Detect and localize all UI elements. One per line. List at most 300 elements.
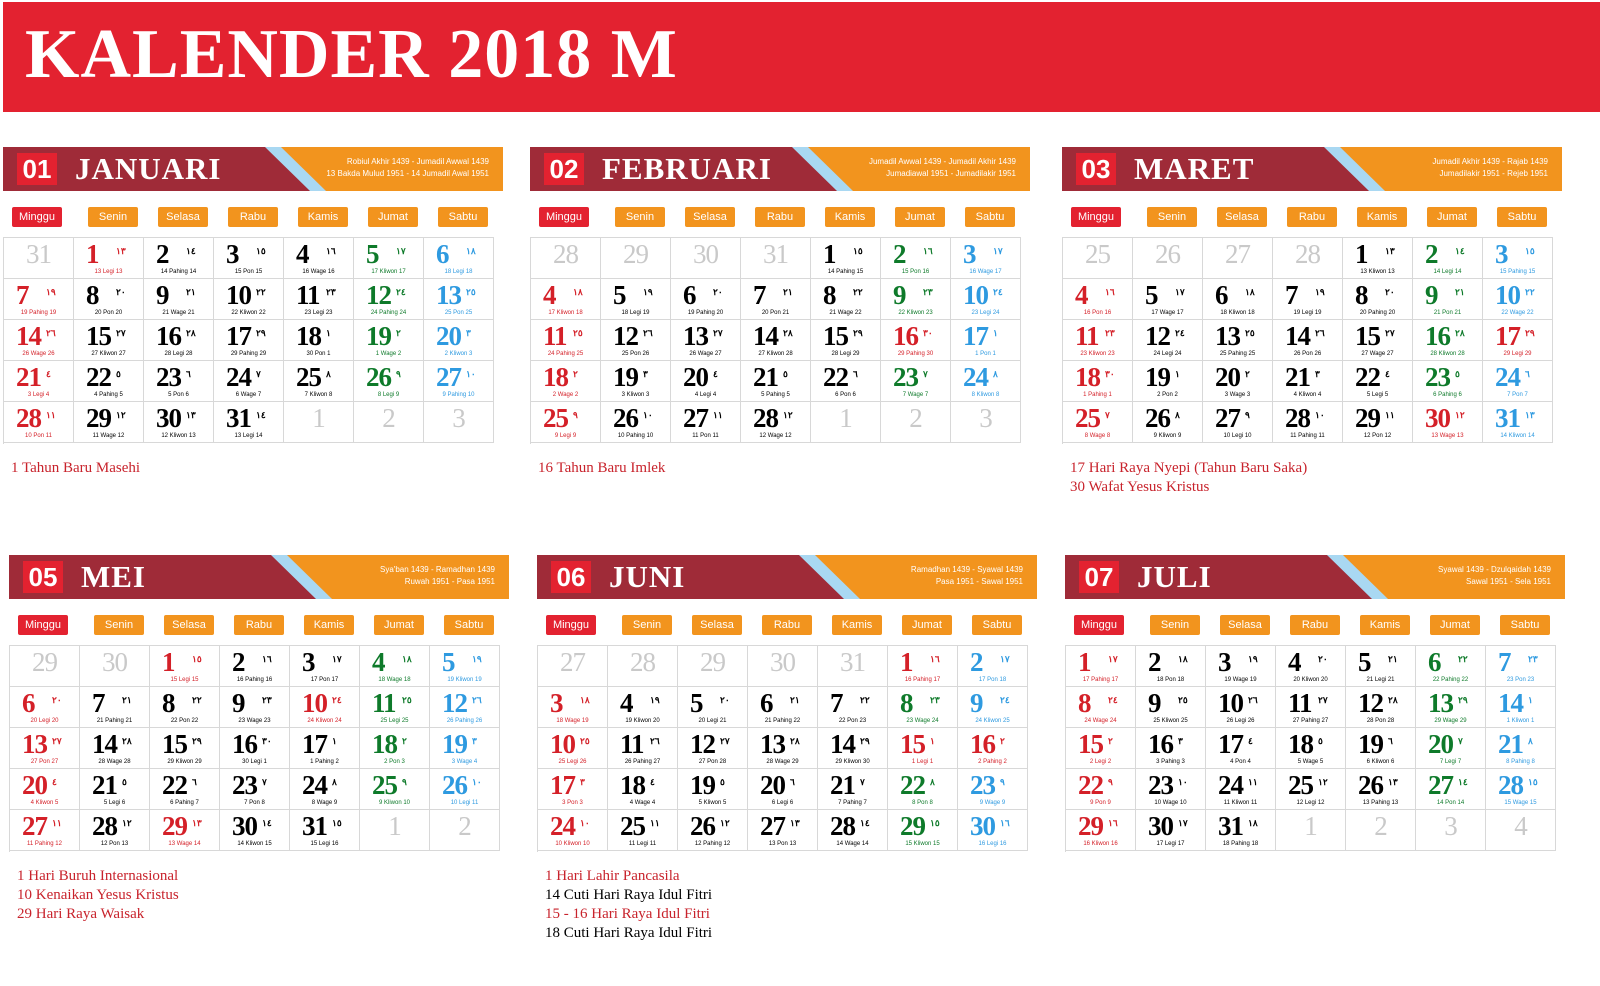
javanese-pasaran: 8 Wage 9 (311, 800, 338, 806)
date-cell-outside[interactable] (538, 646, 608, 687)
date-cell[interactable] (1203, 279, 1273, 320)
weekday-senin: Senin (1147, 207, 1197, 227)
javanese-pasaran: 22 Kliwon 22 (231, 310, 266, 316)
date-cell-outside[interactable] (1273, 238, 1343, 279)
date-cell[interactable] (424, 279, 494, 320)
date-cell-outside[interactable] (1063, 238, 1133, 279)
date-cell[interactable] (1136, 810, 1206, 851)
date-cell[interactable] (74, 361, 144, 402)
date-number: 1 (86, 239, 99, 269)
date-cell-outside[interactable] (354, 402, 424, 443)
date-cell-outside[interactable] (1416, 810, 1486, 851)
date-number: 6 (760, 688, 773, 718)
date-cell[interactable] (80, 728, 150, 769)
hijri-date: ١٠ (472, 777, 482, 787)
date-cell-outside[interactable] (951, 402, 1021, 443)
date-cell[interactable] (1343, 402, 1413, 443)
date-cell[interactable] (1206, 646, 1276, 687)
date-cell[interactable] (1133, 361, 1203, 402)
hijri-date: ٩ (402, 777, 407, 787)
date-cell-outside[interactable] (531, 238, 601, 279)
date-number: 16 (1425, 321, 1450, 351)
date-cell[interactable] (1133, 279, 1203, 320)
date-cell[interactable] (678, 769, 748, 810)
date-cell[interactable] (354, 361, 424, 402)
date-cell[interactable] (1136, 646, 1206, 687)
date-cell-outside[interactable] (430, 810, 500, 851)
date-cell[interactable] (601, 402, 671, 443)
date-number: 30 (232, 811, 257, 841)
date-cell-outside[interactable] (671, 238, 741, 279)
javanese-pasaran: 2 Wage 2 (552, 392, 579, 398)
date-cell[interactable] (1416, 646, 1486, 687)
date-number: 19 (366, 321, 391, 351)
date-cell-outside[interactable] (608, 646, 678, 687)
month-header (1065, 555, 1565, 599)
date-cell[interactable] (958, 769, 1028, 810)
date-cell[interactable] (1063, 402, 1133, 443)
hijri-date: ٣ (1315, 369, 1320, 379)
date-cell[interactable] (1416, 687, 1486, 728)
date-cell[interactable] (1273, 361, 1343, 402)
date-cell[interactable] (671, 279, 741, 320)
hijri-date: ١٤ (1458, 777, 1468, 787)
date-cell[interactable] (1203, 361, 1273, 402)
date-cell[interactable] (74, 238, 144, 279)
date-cell[interactable] (220, 687, 290, 728)
date-cell[interactable] (958, 728, 1028, 769)
date-cell[interactable] (1273, 279, 1343, 320)
date-cell[interactable] (811, 279, 881, 320)
date-cell[interactable] (354, 238, 424, 279)
hijri-date: ٩ (573, 410, 578, 420)
date-number: 1 (388, 811, 401, 841)
date-cell[interactable] (1346, 687, 1416, 728)
date-cell[interactable] (1276, 769, 1346, 810)
date-number: 10 (302, 688, 327, 718)
date-cell[interactable] (881, 361, 951, 402)
date-cell[interactable] (538, 728, 608, 769)
date-cell[interactable] (538, 769, 608, 810)
date-cell[interactable] (144, 279, 214, 320)
date-cell[interactable] (818, 728, 888, 769)
date-cell[interactable] (214, 402, 284, 443)
date-cell[interactable] (1063, 320, 1133, 361)
weekday-header (9, 615, 509, 637)
date-cell[interactable] (10, 769, 80, 810)
date-cell[interactable] (1483, 320, 1553, 361)
date-cell-outside[interactable] (1276, 810, 1346, 851)
date-cell[interactable] (1206, 687, 1276, 728)
date-cell[interactable] (4, 402, 74, 443)
date-cell[interactable] (424, 361, 494, 402)
date-cell[interactable] (150, 646, 220, 687)
date-cell[interactable] (538, 810, 608, 851)
hijri-date: ١ (993, 328, 998, 338)
date-cell-outside[interactable] (1346, 810, 1416, 851)
date-cell[interactable] (818, 769, 888, 810)
hijri-date: ١٢ (1455, 410, 1465, 420)
date-cell[interactable] (220, 728, 290, 769)
date-cell-outside[interactable] (4, 238, 74, 279)
hijri-date: ٣ (466, 328, 471, 338)
date-cell[interactable] (601, 279, 671, 320)
date-cell[interactable] (531, 402, 601, 443)
date-cell[interactable] (958, 646, 1028, 687)
date-cell[interactable] (74, 320, 144, 361)
date-cell[interactable] (1483, 279, 1553, 320)
date-cell[interactable] (951, 320, 1021, 361)
date-cell[interactable] (741, 402, 811, 443)
javanese-pasaran: 14 Kliwon 15 (237, 841, 272, 847)
date-cell[interactable] (4, 361, 74, 402)
month-name: JANUARI (75, 151, 222, 186)
date-cell[interactable] (354, 320, 424, 361)
weekday-rabu: Rabu (755, 207, 805, 227)
date-number: 5 (442, 647, 455, 677)
date-cell-outside[interactable] (811, 402, 881, 443)
date-cell[interactable] (220, 769, 290, 810)
date-cell[interactable] (74, 402, 144, 443)
date-number: 14 (1498, 688, 1523, 718)
date-cell-outside[interactable] (284, 402, 354, 443)
date-cell[interactable] (1486, 687, 1556, 728)
javanese-pasaran: 26 Wage 27 (689, 351, 722, 357)
date-cell[interactable] (678, 687, 748, 728)
date-cell[interactable] (1413, 402, 1483, 443)
date-cell[interactable] (748, 728, 818, 769)
date-cell[interactable] (741, 320, 811, 361)
date-cell-outside[interactable] (881, 402, 951, 443)
holiday-notes (538, 459, 1018, 478)
date-cell[interactable] (424, 320, 494, 361)
weekday-kamis: Kamis (825, 207, 875, 227)
javanese-pasaran: 23 Legi 23 (304, 310, 333, 316)
date-cell-outside[interactable] (360, 810, 430, 851)
date-cell[interactable] (290, 646, 360, 687)
date-number: 11 (1288, 688, 1312, 718)
date-number: 3 (1218, 647, 1231, 677)
date-cell[interactable] (958, 810, 1028, 851)
hijri-date: ٤ (1385, 369, 1390, 379)
date-cell[interactable] (290, 769, 360, 810)
date-cell[interactable] (1413, 361, 1483, 402)
date-number: 18 (543, 362, 568, 392)
date-cell[interactable] (360, 687, 430, 728)
javanese-pasaran: 13 Wage 14 (168, 841, 201, 847)
hijri-date: ١٢ (720, 818, 730, 828)
weekday-kamis: Kamis (832, 615, 882, 635)
date-cell[interactable] (430, 728, 500, 769)
weekday-sabtu: Sabtu (444, 615, 494, 635)
hijri-date: ٢ (1245, 369, 1250, 379)
date-cell[interactable] (748, 687, 818, 728)
date-cell[interactable] (290, 810, 360, 851)
date-cell[interactable] (741, 279, 811, 320)
date-cell[interactable] (1063, 361, 1133, 402)
date-cell[interactable] (671, 402, 741, 443)
date-cell[interactable] (354, 279, 424, 320)
month-number: 07 (1079, 561, 1119, 593)
javanese-pasaran: 22 Wage 22 (1501, 310, 1534, 316)
date-cell[interactable] (284, 238, 354, 279)
date-cell[interactable] (951, 279, 1021, 320)
date-cell[interactable] (1343, 320, 1413, 361)
date-cell-outside[interactable] (741, 238, 811, 279)
date-cell[interactable] (1346, 769, 1416, 810)
date-cell[interactable] (290, 728, 360, 769)
javanese-pasaran: 11 Pahing 12 (27, 841, 62, 847)
date-number: 13 (1215, 321, 1240, 351)
date-cell[interactable] (888, 769, 958, 810)
date-cell[interactable] (1136, 687, 1206, 728)
date-cell[interactable] (881, 320, 951, 361)
hijri-date: ٢٩ (860, 736, 870, 746)
date-cell[interactable] (430, 646, 500, 687)
date-cell[interactable] (360, 769, 430, 810)
date-cell[interactable] (10, 687, 80, 728)
hijri-date: ١٥ (1525, 246, 1535, 256)
date-cell[interactable] (144, 238, 214, 279)
date-cell-outside[interactable] (818, 646, 888, 687)
date-number: 20 (436, 321, 461, 351)
date-cell[interactable] (1063, 279, 1133, 320)
date-cell[interactable] (150, 769, 220, 810)
date-cell[interactable] (531, 279, 601, 320)
date-cell[interactable] (144, 320, 214, 361)
date-cell[interactable] (1483, 238, 1553, 279)
hijri-date: ٢٠ (1385, 287, 1395, 297)
javanese-pasaran: 2 Legi 2 (1089, 759, 1112, 765)
date-cell[interactable] (1136, 769, 1206, 810)
date-cell[interactable] (150, 687, 220, 728)
date-cell[interactable] (531, 320, 601, 361)
date-cell[interactable] (888, 810, 958, 851)
date-cell[interactable] (150, 728, 220, 769)
date-cell[interactable] (80, 687, 150, 728)
date-cell[interactable] (430, 769, 500, 810)
date-cell[interactable] (1483, 402, 1553, 443)
date-cell[interactable] (1413, 279, 1483, 320)
date-cell[interactable] (608, 687, 678, 728)
date-cell[interactable] (144, 402, 214, 443)
date-cell[interactable] (284, 320, 354, 361)
date-number: 10 (1495, 280, 1520, 310)
date-cell[interactable] (1066, 728, 1136, 769)
date-cell[interactable] (1343, 361, 1413, 402)
javanese-pasaran: 22 Pon 22 (170, 718, 199, 724)
date-cell[interactable] (671, 361, 741, 402)
date-cell[interactable] (608, 728, 678, 769)
date-cell-outside[interactable] (1486, 810, 1556, 851)
hijri-date: ١١ (1248, 777, 1258, 787)
date-number: 16 (970, 729, 995, 759)
month-header (9, 555, 509, 599)
date-cell[interactable] (1273, 320, 1343, 361)
date-cell[interactable] (1066, 769, 1136, 810)
date-cell[interactable] (538, 687, 608, 728)
date-cell[interactable] (360, 646, 430, 687)
javanese-pasaran: 21 Wage 21 (162, 310, 195, 316)
hijri-date: ٩ (1108, 777, 1113, 787)
date-number: 23 (970, 770, 995, 800)
date-number: 22 (1078, 770, 1103, 800)
date-cell[interactable] (958, 687, 1028, 728)
hijri-date: ١٦ (1105, 287, 1115, 297)
date-cell[interactable] (220, 810, 290, 851)
date-cell-outside[interactable] (1203, 238, 1273, 279)
date-cell[interactable] (1066, 810, 1136, 851)
date-cell-outside[interactable] (80, 646, 150, 687)
date-cell[interactable] (818, 687, 888, 728)
hijri-date: ١٩ (650, 695, 660, 705)
javanese-pasaran: 10 Pahing 10 (617, 433, 654, 439)
date-cell[interactable] (150, 810, 220, 851)
date-cell[interactable] (811, 238, 881, 279)
date-cell[interactable] (1416, 728, 1486, 769)
date-cell-outside[interactable] (748, 646, 818, 687)
hijri-date: ٣٠ (923, 328, 933, 338)
hijri-date: ٢ (1108, 736, 1113, 746)
date-cell[interactable] (10, 728, 80, 769)
date-cell[interactable] (360, 728, 430, 769)
date-cell[interactable] (608, 810, 678, 851)
date-number: 20 (683, 362, 708, 392)
date-cell[interactable] (951, 361, 1021, 402)
date-cell[interactable] (601, 361, 671, 402)
date-cell[interactable] (881, 238, 951, 279)
hijri-date: ٢٢ (1525, 287, 1535, 297)
javanese-pasaran: 11 Kliwon 11 (1223, 800, 1258, 806)
javanese-pasaran: 15 Legi 15 (170, 677, 199, 683)
date-cell[interactable] (1416, 769, 1486, 810)
date-cell[interactable] (671, 320, 741, 361)
date-cell[interactable] (1343, 279, 1413, 320)
date-number: 21 (92, 770, 117, 800)
date-cell[interactable] (80, 769, 150, 810)
date-cell[interactable] (601, 320, 671, 361)
date-number: 9 (970, 688, 983, 718)
date-cell[interactable] (1343, 238, 1413, 279)
date-number: 28 (92, 811, 117, 841)
date-cell[interactable] (888, 728, 958, 769)
date-cell[interactable] (678, 810, 748, 851)
date-cell[interactable] (1413, 238, 1483, 279)
date-cell[interactable] (1206, 769, 1276, 810)
weekday-selasa: Selasa (164, 615, 214, 635)
date-number: 13 (760, 729, 785, 759)
date-cell[interactable] (811, 361, 881, 402)
hijri-date: ١٩ (46, 287, 56, 297)
date-cell[interactable] (80, 810, 150, 851)
date-cell[interactable] (1203, 320, 1273, 361)
date-cell[interactable] (1136, 728, 1206, 769)
date-cell[interactable] (144, 361, 214, 402)
date-cell[interactable] (1203, 402, 1273, 443)
javanese-pasaran: 16 Pahing 16 (236, 677, 273, 683)
date-cell[interactable] (214, 320, 284, 361)
date-cell-outside[interactable] (1133, 238, 1203, 279)
date-cell[interactable] (214, 238, 284, 279)
date-cell[interactable] (888, 687, 958, 728)
hijri-date: ٢٦ (1315, 328, 1325, 338)
date-cell[interactable] (1346, 646, 1416, 687)
date-cell[interactable] (1276, 687, 1346, 728)
hijri-date: ٧ (256, 369, 261, 379)
date-cell[interactable] (1206, 728, 1276, 769)
date-cell-outside[interactable] (424, 402, 494, 443)
date-cell[interactable] (888, 646, 958, 687)
date-cell[interactable] (4, 279, 74, 320)
date-cell[interactable] (1273, 402, 1343, 443)
date-cell[interactable] (290, 687, 360, 728)
date-cell[interactable] (214, 279, 284, 320)
javanese-pasaran: 5 Legi 6 (103, 800, 126, 806)
date-cell[interactable] (1486, 646, 1556, 687)
date-cell[interactable] (4, 320, 74, 361)
date-number: 26 (1358, 770, 1383, 800)
date-cell[interactable] (608, 769, 678, 810)
date-cell[interactable] (678, 728, 748, 769)
date-cell[interactable] (1276, 646, 1346, 687)
date-cell[interactable] (1133, 402, 1203, 443)
date-cell[interactable] (1486, 769, 1556, 810)
date-cell[interactable] (818, 810, 888, 851)
date-cell[interactable] (1486, 728, 1556, 769)
holiday-note: 17 Hari Raya Nyepi (Tahun Baru Saka) (1070, 460, 1308, 476)
date-cell-outside[interactable] (10, 646, 80, 687)
hijri-date: ١٨ (402, 654, 412, 664)
date-cell[interactable] (531, 361, 601, 402)
date-cell[interactable] (430, 687, 500, 728)
date-cell[interactable] (1276, 728, 1346, 769)
date-number: 29 (1355, 403, 1380, 433)
hijri-date: ٢١ (122, 695, 132, 705)
date-cell[interactable] (1346, 728, 1416, 769)
date-cell[interactable] (748, 769, 818, 810)
javanese-pasaran: 27 Pahing 27 (1292, 718, 1329, 724)
date-cell[interactable] (284, 361, 354, 402)
date-cell[interactable] (284, 279, 354, 320)
date-cell[interactable] (10, 810, 80, 851)
date-cell[interactable] (1066, 687, 1136, 728)
date-cell[interactable] (741, 361, 811, 402)
date-cell[interactable] (1133, 320, 1203, 361)
hijri-date: ٢٩ (1525, 328, 1535, 338)
date-cell[interactable] (811, 320, 881, 361)
date-cell-outside[interactable] (678, 646, 748, 687)
date-cell[interactable] (1413, 320, 1483, 361)
date-cell[interactable] (881, 279, 951, 320)
weekday-jumat: Jumat (895, 207, 945, 227)
javanese-pasaran: 20 Legi 20 (30, 718, 59, 724)
javanese-pasaran: 30 Legi 1 (242, 759, 267, 765)
hijri-date: ٥ (122, 777, 127, 787)
date-cell[interactable] (1483, 361, 1553, 402)
date-number: 8 (1078, 688, 1091, 718)
date-cell[interactable] (1206, 810, 1276, 851)
date-cell[interactable] (214, 361, 284, 402)
date-cell[interactable] (951, 238, 1021, 279)
date-number: 28 (1285, 403, 1310, 433)
date-cell[interactable] (74, 279, 144, 320)
date-cell[interactable] (220, 646, 290, 687)
date-cell[interactable] (748, 810, 818, 851)
date-cell[interactable] (1066, 646, 1136, 687)
javanese-pasaran: 14 Kliwon 14 (1500, 433, 1535, 439)
date-cell[interactable] (424, 238, 494, 279)
date-cell-outside[interactable] (601, 238, 671, 279)
